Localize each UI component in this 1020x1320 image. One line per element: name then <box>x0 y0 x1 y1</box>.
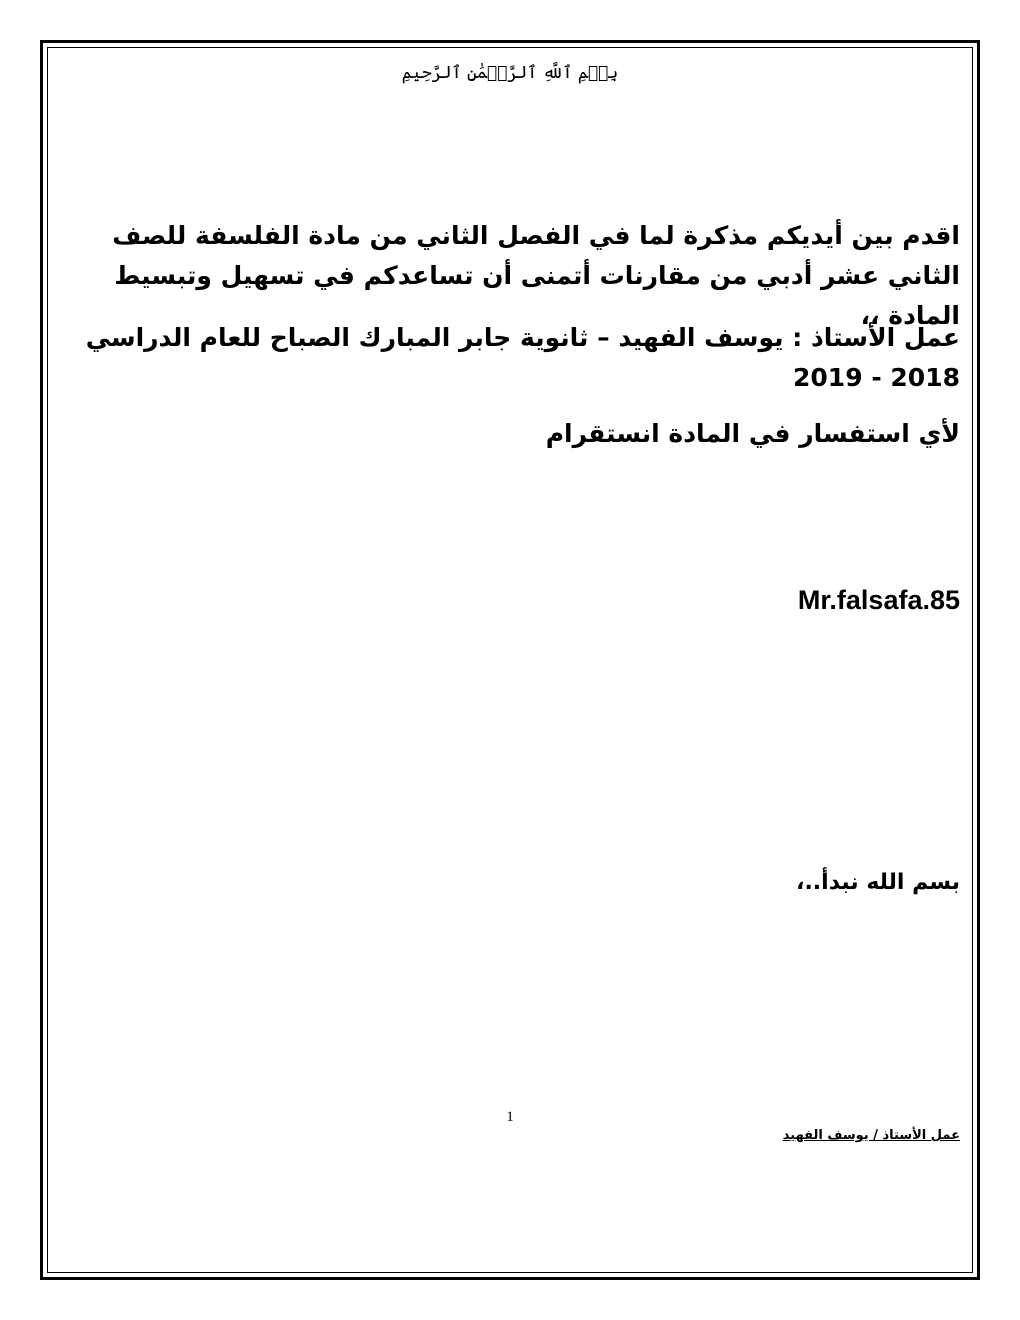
opening-phrase: بسم الله نبدأ..، <box>796 870 960 895</box>
intro-paragraph: اقدم بين أيديكم مذكرة لما في الفصل الثاني من مادة الفلسفة للصف الثاني عشر أدبي من مقارنات أتمنى أن تساعدكم في تسهيل وتبسيط المادة ،، <box>112 221 960 330</box>
basmala-heading: بِسۡمِ ٱللَّهِ ٱلرَّحۡمَٰنِ ٱلرَّحِيمِ <box>401 63 619 83</box>
inquiry-line: لأي استفسار في المادة انستقرام <box>545 419 960 448</box>
instagram-handle: Mr.falsafa.85 <box>797 585 960 615</box>
page-number: 1 <box>506 1109 514 1125</box>
teacher-credit-line: عمل الأستاذ : يوسف الفهيد – ثانوية جابر المبارك الصباح للعام الدراسي 2018 - 2019 <box>85 323 960 392</box>
footer-author: عمل الأستاذ / يوسف الفهيد <box>782 1128 960 1143</box>
